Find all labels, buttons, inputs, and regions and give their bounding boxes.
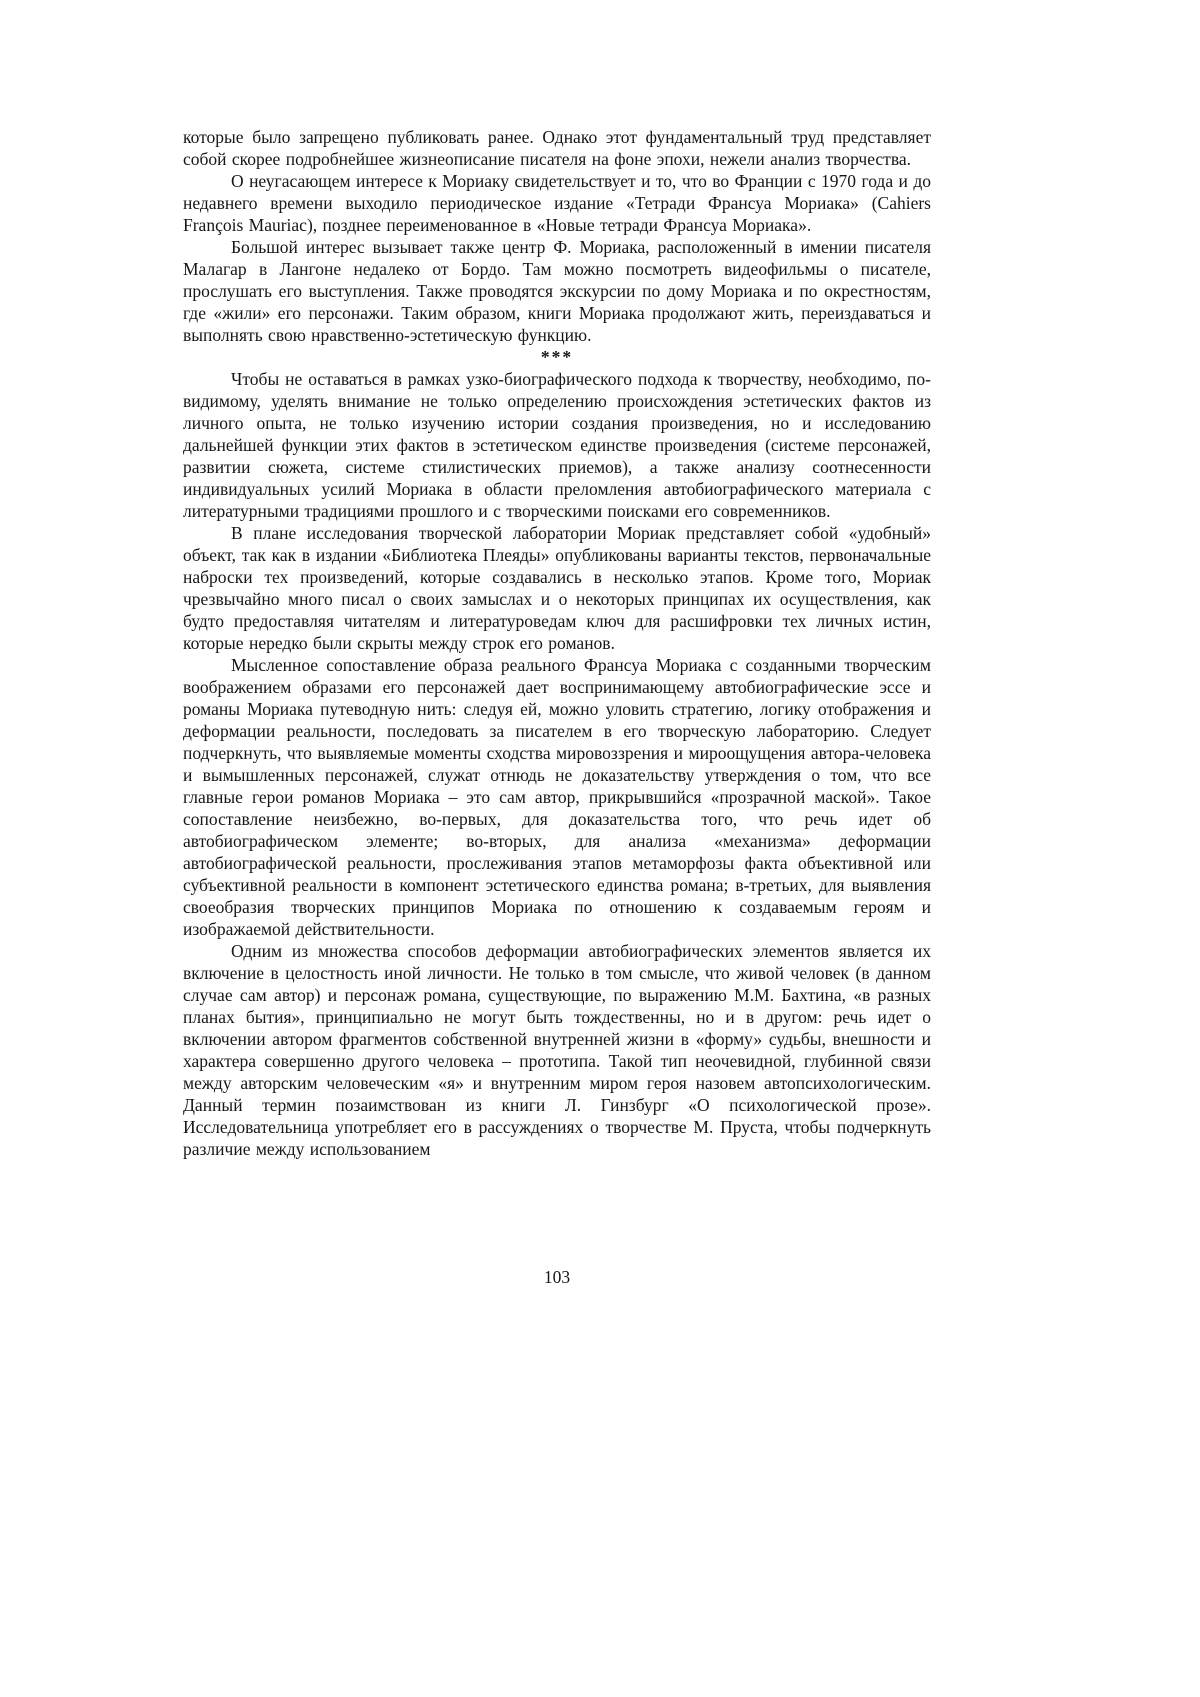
paragraph-biographical-approach: Чтобы не оставаться в рамках узко-биографического подхода к творчеству, необходимо, по-видимому, уделять внимание не только определению происхождения эстетических фактов из личного опыта, не только изучению истории создания произведения, но и исследованию дальнейшей функции этих фактов в эстетическом единстве произведения (системе персонажей, развитии сюжета, системе стилистических приемов), а также анализу соотнесенности индивидуальных усилий Мориака в области преломления автобиографического материала с литературными традициями прошлого и с творческими поисками его современников. [183,369,931,521]
paragraph-creative-laboratory: В плане исследования творческой лаборатории Мориак представляет собой «удобный» объект, так как в издании «Библиотека Плеяды» опубликованы варианты текстов, первоначальные наброски тех произведений, которые создавались в несколько этапов. Кроме того, Мориак чрезвычайно много писал о своих замыслах и о некоторых принципах их осуществления, как будто предоставляя читателям и литературоведам ключ для расшифровки тех личных истин, которые нередко были скрыты между строк его романов. [183,523,931,653]
page-number: 103 [543,1267,571,1287]
paragraph-continuation: которые было запрещено публиковать ранее. Однако этот фундаментальный труд представляет собой скорее подробнейшее жизнеописание писателя на фоне эпохи, нежели анализ творчества. [183,127,931,169]
section-separator: *** [540,347,574,367]
paragraph-autopsychological: Одним из множества способов деформации автобиографических элементов является их включение в целостность иной личности. Не только в том смысле, что живой человек (в данном случае сам автор) и персонаж романа, существующие, по выражению М.М. Бахтина, «в разных планах бытия», принципиально не могут быть тождественны, но и в другом: речь идет о включении автором фрагментов собственной внутренней жизни в «форму» судьбы, внешности и характера совершенно другого человека – прототипа. Такой тип неочевидной, глубинной связи между авторским человеческим «я» и внутренним миром героя назовем автопсихологическим. Данный термин позаимствован из книги Л. Гинзбург «О психологической прозе». Исследовательница употребляет его в рассуждениях о творчестве М. Пруста, чтобы подчеркнуть различие между использованием [183,941,931,1159]
paragraph-mauriac-cahiers: О неугасающем интересе к Мориаку свидетельствует и то, что во Франции с 1970 года и до недавнего времени выходило периодическое издание «Тетради Франсуа Мориака» (Cahiers François Mauriac), позднее переименованное в «Новые тетради Франсуа Мориака». [183,171,931,235]
text-block [183,126,931,1160]
paragraph-malagar-center: Большой интерес вызывает также центр Ф. Мориака, расположенный в имении писателя Малагар в Лангоне недалеко от Бордо. Там можно посмотреть видеофильмы о писателе, прослушать его выступления. Также проводятся экскурсии по дому Мориака и по окрестностям, где «жили» его персонажи. Таким образом, книги Мориака продолжают жить, переиздаваться и выполнять свою нравственно-эстетическую функцию. [183,237,931,345]
paragraph-mental-comparison: Мысленное сопоставление образа реального Франсуа Мориака с созданными творческим воображением образами его персонажей дает воспринимающему автобиографические эссе и романы Мориака путеводную нить: следуя ей, можно уловить стратегию, логику отображения и деформации реальности, последовать за писателем в его творческую лабораторию. Следует подчеркнуть, что выявляемые моменты сходства мировоззрения и мироощущения автора-человека и вымышленных персонажей, служат отнюдь не доказательству утверждения о том, что все главные герои романов Мориака – это сам автор, прикрывшийся «прозрачной маской». Такое сопоставление неизбежно, во-первых, для доказательства того, что речь идет об автобиографическом элементе; во-вторых, для анализа «механизма» деформации автобиографической реальности, прослеживания этапов метаморфозы факта объективной или субъективной реальности в компонент эстетического единства романа; в-третьих, для выявления своеобразия творческих принципов Мориака по отношению к создаваемым героям и изображаемой действительности. [183,655,931,939]
